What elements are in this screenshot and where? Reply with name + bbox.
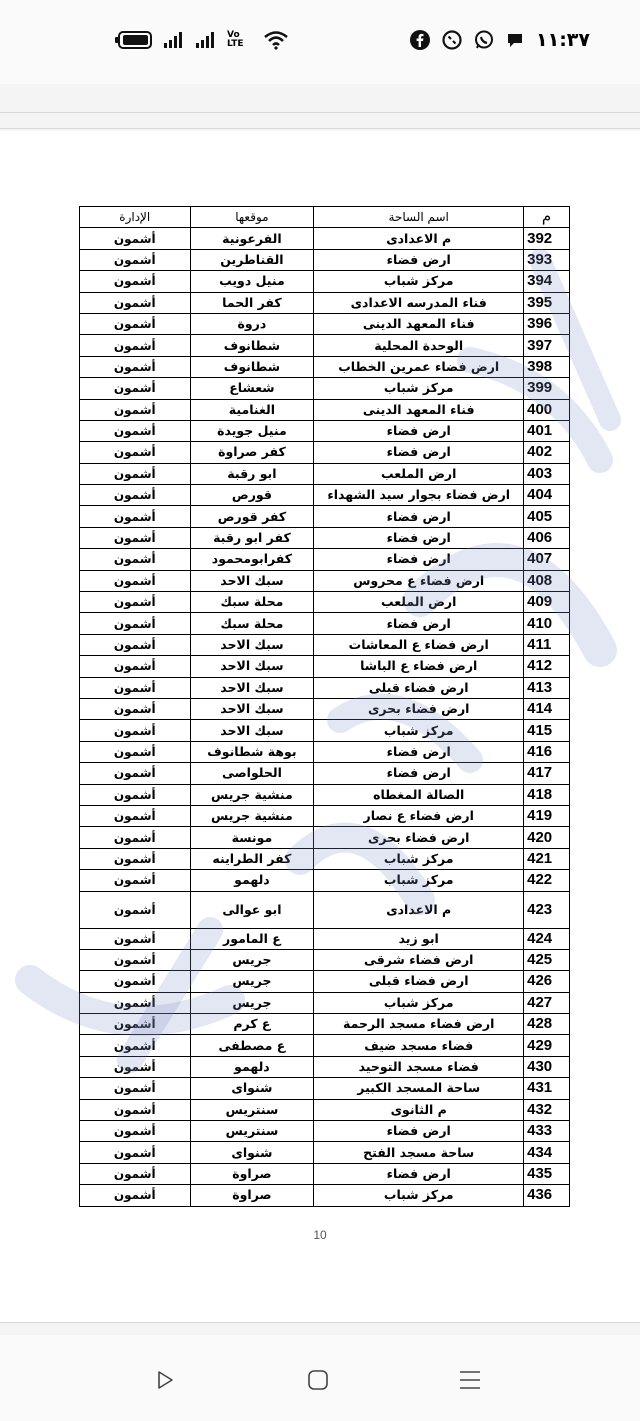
row-admin: أشمون xyxy=(80,1035,191,1056)
row-num: 397 xyxy=(524,335,570,356)
table-row xyxy=(80,1078,570,1099)
row-num: 399 xyxy=(524,378,570,399)
header-admin: الإدارة xyxy=(80,207,191,228)
row-name: ارض فضاء xyxy=(314,549,524,570)
row-admin: أشمون xyxy=(80,271,191,292)
row-location: منشية جريس xyxy=(190,805,314,826)
table-row xyxy=(80,971,570,992)
page-top-edge xyxy=(0,128,640,129)
row-location: سبك الاحد xyxy=(190,677,314,698)
row-admin: أشمون xyxy=(80,656,191,677)
table-row xyxy=(80,1185,570,1206)
wifi-icon xyxy=(263,30,289,50)
table-header-row xyxy=(80,207,570,228)
row-admin: أشمون xyxy=(80,720,191,741)
row-location: منيل دويب xyxy=(190,271,314,292)
back-icon xyxy=(154,1369,176,1391)
row-location: ع المامور xyxy=(190,928,314,949)
row-location: كفر قورص xyxy=(190,506,314,527)
row-location: مونسة xyxy=(190,827,314,848)
row-admin: أشمون xyxy=(80,1142,191,1163)
row-name: فضاء مسجد ضيف xyxy=(314,1035,524,1056)
row-num: 434 xyxy=(524,1142,570,1163)
row-admin: أشمون xyxy=(80,1163,191,1184)
table-row xyxy=(80,592,570,613)
table-row xyxy=(80,928,570,949)
row-num: 414 xyxy=(524,698,570,719)
row-location: الحلواصى xyxy=(190,763,314,784)
row-num: 425 xyxy=(524,949,570,970)
row-location: شطانوف xyxy=(190,356,314,377)
row-name: ارض فضاء ع الباشا xyxy=(314,656,524,677)
home-button[interactable] xyxy=(298,1365,338,1395)
table-row xyxy=(80,1056,570,1077)
row-admin: أشمون xyxy=(80,677,191,698)
toolbar-divider xyxy=(0,112,640,113)
recents-button[interactable] xyxy=(450,1365,490,1395)
row-location: كفر صراوة xyxy=(190,442,314,463)
row-name: ارض الملعب xyxy=(314,463,524,484)
row-location: محلة سبك xyxy=(190,613,314,634)
row-location: القناطرين xyxy=(190,249,314,270)
row-name: ارض فضاء xyxy=(314,442,524,463)
row-admin: أشمون xyxy=(80,1099,191,1120)
row-admin: أشمون xyxy=(80,399,191,420)
row-location: شنواى xyxy=(190,1142,314,1163)
signal-2-icon xyxy=(195,31,217,49)
status-system-icons xyxy=(115,28,289,52)
table-row xyxy=(80,1163,570,1184)
row-name: ارض فضاء قبلى xyxy=(314,971,524,992)
page-bottom-edge xyxy=(0,1322,640,1323)
row-location: صراوة xyxy=(190,1185,314,1206)
table-row xyxy=(80,549,570,570)
row-admin: أشمون xyxy=(80,928,191,949)
table-row xyxy=(80,1121,570,1142)
row-name: ارض فضاء xyxy=(314,1121,524,1142)
row-num: 409 xyxy=(524,592,570,613)
row-name: ارض فضاء xyxy=(314,527,524,548)
row-num: 407 xyxy=(524,549,570,570)
row-num: 400 xyxy=(524,399,570,420)
table-row xyxy=(80,870,570,891)
table-row xyxy=(80,720,570,741)
spaces-table xyxy=(79,206,570,1207)
row-num: 430 xyxy=(524,1056,570,1077)
facebook-icon xyxy=(410,30,430,50)
row-name: ساحة المسجد الكبير xyxy=(314,1078,524,1099)
row-num: 410 xyxy=(524,613,570,634)
navigation-bar xyxy=(0,1335,640,1421)
row-admin: أشمون xyxy=(80,848,191,869)
row-admin: أشمون xyxy=(80,463,191,484)
row-name: ارض فضاء ع نصار xyxy=(314,805,524,826)
table-row xyxy=(80,1035,570,1056)
row-location: سبك الاحد xyxy=(190,570,314,591)
row-admin: أشمون xyxy=(80,249,191,270)
row-num: 396 xyxy=(524,313,570,334)
row-num: 392 xyxy=(524,228,570,249)
row-num: 421 xyxy=(524,848,570,869)
table-row xyxy=(80,741,570,762)
row-num: 402 xyxy=(524,442,570,463)
row-admin: أشمون xyxy=(80,870,191,891)
row-name: فناء المدرسه الاعدادى xyxy=(314,292,524,313)
viber-icon xyxy=(442,30,462,50)
row-name: ارض فضاء قبلى xyxy=(314,677,524,698)
row-name: ارض فضاء xyxy=(314,420,524,441)
row-location: جريس xyxy=(190,992,314,1013)
table-row xyxy=(80,763,570,784)
row-admin: أشمون xyxy=(80,356,191,377)
row-admin: أشمون xyxy=(80,805,191,826)
row-admin: أشمون xyxy=(80,228,191,249)
row-admin: أشمون xyxy=(80,784,191,805)
row-num: 418 xyxy=(524,784,570,805)
row-name: ارض فضاء بحرى xyxy=(314,827,524,848)
row-admin: أشمون xyxy=(80,741,191,762)
table-row xyxy=(80,313,570,334)
clock-time: ١١:٣٧ xyxy=(536,29,590,51)
row-num: 426 xyxy=(524,971,570,992)
row-admin: أشمون xyxy=(80,313,191,334)
row-num: 432 xyxy=(524,1099,570,1120)
header-name: اسم الساحة xyxy=(314,207,524,228)
row-num: 420 xyxy=(524,827,570,848)
row-location: سبك الاحد xyxy=(190,656,314,677)
row-location: صراوة xyxy=(190,1163,314,1184)
row-admin: أشمون xyxy=(80,634,191,655)
table-row xyxy=(80,1099,570,1120)
table-row xyxy=(80,399,570,420)
row-name: ارض فضاء xyxy=(314,1163,524,1184)
row-admin: أشمون xyxy=(80,992,191,1013)
row-location: ع مصطفى xyxy=(190,1035,314,1056)
row-name: مركز شباب xyxy=(314,1185,524,1206)
row-name: م الاعدادى xyxy=(314,891,524,928)
status-notifications xyxy=(410,28,590,52)
chat-icon xyxy=(506,31,524,49)
row-location: كفر الطراينه xyxy=(190,848,314,869)
table-row xyxy=(80,292,570,313)
table-row xyxy=(80,378,570,399)
row-location: بوهة شطانوف xyxy=(190,741,314,762)
row-name: فناء المعهد الدينى xyxy=(314,399,524,420)
row-num: 431 xyxy=(524,1078,570,1099)
table-row xyxy=(80,271,570,292)
row-location: جريس xyxy=(190,971,314,992)
row-location: سبك الاحد xyxy=(190,698,314,719)
row-location: ابو عوالى xyxy=(190,891,314,928)
row-admin: أشمون xyxy=(80,763,191,784)
row-name: ارض فضاء مسجد الرحمة xyxy=(314,1014,524,1035)
row-num: 436 xyxy=(524,1185,570,1206)
table-row xyxy=(80,698,570,719)
row-num: 408 xyxy=(524,570,570,591)
row-admin: أشمون xyxy=(80,698,191,719)
row-name: ارض فضاء شرقى xyxy=(314,949,524,970)
row-admin: أشمون xyxy=(80,1014,191,1035)
row-name: ارض فضاء xyxy=(314,613,524,634)
signal-1-icon xyxy=(163,31,185,49)
row-location: دلهمو xyxy=(190,1056,314,1077)
row-num: 412 xyxy=(524,656,570,677)
row-name: ارض فضاء ع المعاشات xyxy=(314,634,524,655)
table-row xyxy=(80,634,570,655)
row-location: سبك الاحد xyxy=(190,634,314,655)
row-name: ارض فضاء xyxy=(314,249,524,270)
table-row xyxy=(80,527,570,548)
row-location: دروة xyxy=(190,313,314,334)
row-num: 428 xyxy=(524,1014,570,1035)
table-row xyxy=(80,420,570,441)
row-admin: أشمون xyxy=(80,1056,191,1077)
table-body xyxy=(80,228,570,1206)
row-num: 405 xyxy=(524,506,570,527)
row-location: شطانوف xyxy=(190,335,314,356)
row-name: فضاء مسجد التوحيد xyxy=(314,1056,524,1077)
header-num: م xyxy=(524,207,570,228)
row-name: م الثانوى xyxy=(314,1099,524,1120)
home-icon xyxy=(307,1369,329,1391)
page-number: 10 xyxy=(313,1228,327,1242)
row-num: 424 xyxy=(524,928,570,949)
row-location: منشية جريس xyxy=(190,784,314,805)
row-name: ارض فضاء عمرين الخطاب xyxy=(314,356,524,377)
row-num: 403 xyxy=(524,463,570,484)
row-num: 404 xyxy=(524,485,570,506)
recents-icon xyxy=(458,1369,482,1391)
row-location: محلة سبك xyxy=(190,592,314,613)
row-name: مركز شباب xyxy=(314,271,524,292)
row-num: 398 xyxy=(524,356,570,377)
row-admin: أشمون xyxy=(80,527,191,548)
table-row xyxy=(80,1142,570,1163)
table-row xyxy=(80,848,570,869)
table-row xyxy=(80,805,570,826)
row-num: 415 xyxy=(524,720,570,741)
row-num: 422 xyxy=(524,870,570,891)
row-location: كفر ابو رقبة xyxy=(190,527,314,548)
row-name: مركز شباب xyxy=(314,870,524,891)
whatsapp-icon xyxy=(474,30,494,50)
row-num: 401 xyxy=(524,420,570,441)
row-num: 394 xyxy=(524,271,570,292)
row-location: كفر الحما xyxy=(190,292,314,313)
table-row xyxy=(80,356,570,377)
header-location: موقعها xyxy=(190,207,314,228)
table-row xyxy=(80,335,570,356)
row-admin: أشمون xyxy=(80,1078,191,1099)
row-num: 406 xyxy=(524,527,570,548)
row-name: ساحة مسجد الفتح xyxy=(314,1142,524,1163)
row-admin: أشمون xyxy=(80,485,191,506)
row-admin: أشمون xyxy=(80,378,191,399)
row-num: 411 xyxy=(524,634,570,655)
row-name: ارض الملعب xyxy=(314,592,524,613)
row-name: ابو زيد xyxy=(314,928,524,949)
row-name: ارض فضاء ع محروس xyxy=(314,570,524,591)
row-admin: أشمون xyxy=(80,949,191,970)
row-name: ارض فضاء xyxy=(314,741,524,762)
row-location: دلهمو xyxy=(190,870,314,891)
row-admin: أشمون xyxy=(80,971,191,992)
row-admin: أشمون xyxy=(80,292,191,313)
row-location: شعشاع xyxy=(190,378,314,399)
table-row xyxy=(80,1014,570,1035)
table-row xyxy=(80,485,570,506)
table-row xyxy=(80,228,570,249)
table-row xyxy=(80,442,570,463)
row-location: ابو رقبة xyxy=(190,463,314,484)
row-num: 435 xyxy=(524,1163,570,1184)
table-row xyxy=(80,613,570,634)
table-row xyxy=(80,827,570,848)
row-location: سنتريس xyxy=(190,1099,314,1120)
row-name: ارض فضاء بحرى xyxy=(314,698,524,719)
row-admin: أشمون xyxy=(80,335,191,356)
row-name: الوحدة المحلية xyxy=(314,335,524,356)
row-num: 419 xyxy=(524,805,570,826)
row-admin: أشمون xyxy=(80,592,191,613)
table-row xyxy=(80,891,570,928)
battery-icon xyxy=(115,31,153,49)
row-name: مركز شباب xyxy=(314,992,524,1013)
status-bar xyxy=(0,0,640,84)
row-location: قورص xyxy=(190,485,314,506)
row-name: مركز شباب xyxy=(314,378,524,399)
row-name: ارض فضاء xyxy=(314,763,524,784)
document-page xyxy=(0,131,640,1322)
row-num: 393 xyxy=(524,249,570,270)
back-button[interactable] xyxy=(145,1365,185,1395)
row-name: الصالة المغطاه xyxy=(314,784,524,805)
table-row xyxy=(80,677,570,698)
row-admin: أشمون xyxy=(80,1121,191,1142)
row-admin: أشمون xyxy=(80,891,191,928)
row-num: 413 xyxy=(524,677,570,698)
row-location: كفرابومحمود xyxy=(190,549,314,570)
row-admin: أشمون xyxy=(80,613,191,634)
row-admin: أشمون xyxy=(80,420,191,441)
table-row xyxy=(80,784,570,805)
row-admin: أشمون xyxy=(80,570,191,591)
row-name: ارض فضاء xyxy=(314,506,524,527)
row-num: 417 xyxy=(524,763,570,784)
volte-label: Vo LTE xyxy=(227,30,244,49)
row-num: 429 xyxy=(524,1035,570,1056)
row-name: م الاعدادى xyxy=(314,228,524,249)
table-row xyxy=(80,992,570,1013)
row-admin: أشمون xyxy=(80,442,191,463)
row-name: ارض فضاء بجوار سيد الشهداء xyxy=(314,485,524,506)
row-num: 416 xyxy=(524,741,570,762)
row-name: مركز شباب xyxy=(314,720,524,741)
row-admin: أشمون xyxy=(80,549,191,570)
row-location: الغنامية xyxy=(190,399,314,420)
row-num: 427 xyxy=(524,992,570,1013)
table-row xyxy=(80,949,570,970)
table-row xyxy=(80,463,570,484)
row-name: فناء المعهد الدينى xyxy=(314,313,524,334)
row-location: الفرعونية xyxy=(190,228,314,249)
row-num: 433 xyxy=(524,1121,570,1142)
row-location: جريس xyxy=(190,949,314,970)
row-admin: أشمون xyxy=(80,506,191,527)
row-location: سنتريس xyxy=(190,1121,314,1142)
row-name: مركز شباب xyxy=(314,848,524,869)
table-row xyxy=(80,570,570,591)
row-location: ع كرم xyxy=(190,1014,314,1035)
row-location: سبك الاحد xyxy=(190,720,314,741)
table-row xyxy=(80,506,570,527)
row-num: 395 xyxy=(524,292,570,313)
table-row xyxy=(80,656,570,677)
row-location: منيل جويدة xyxy=(190,420,314,441)
row-admin: أشمون xyxy=(80,827,191,848)
row-num: 423 xyxy=(524,891,570,928)
row-location: شنواى xyxy=(190,1078,314,1099)
table-row xyxy=(80,249,570,270)
row-admin: أشمون xyxy=(80,1185,191,1206)
